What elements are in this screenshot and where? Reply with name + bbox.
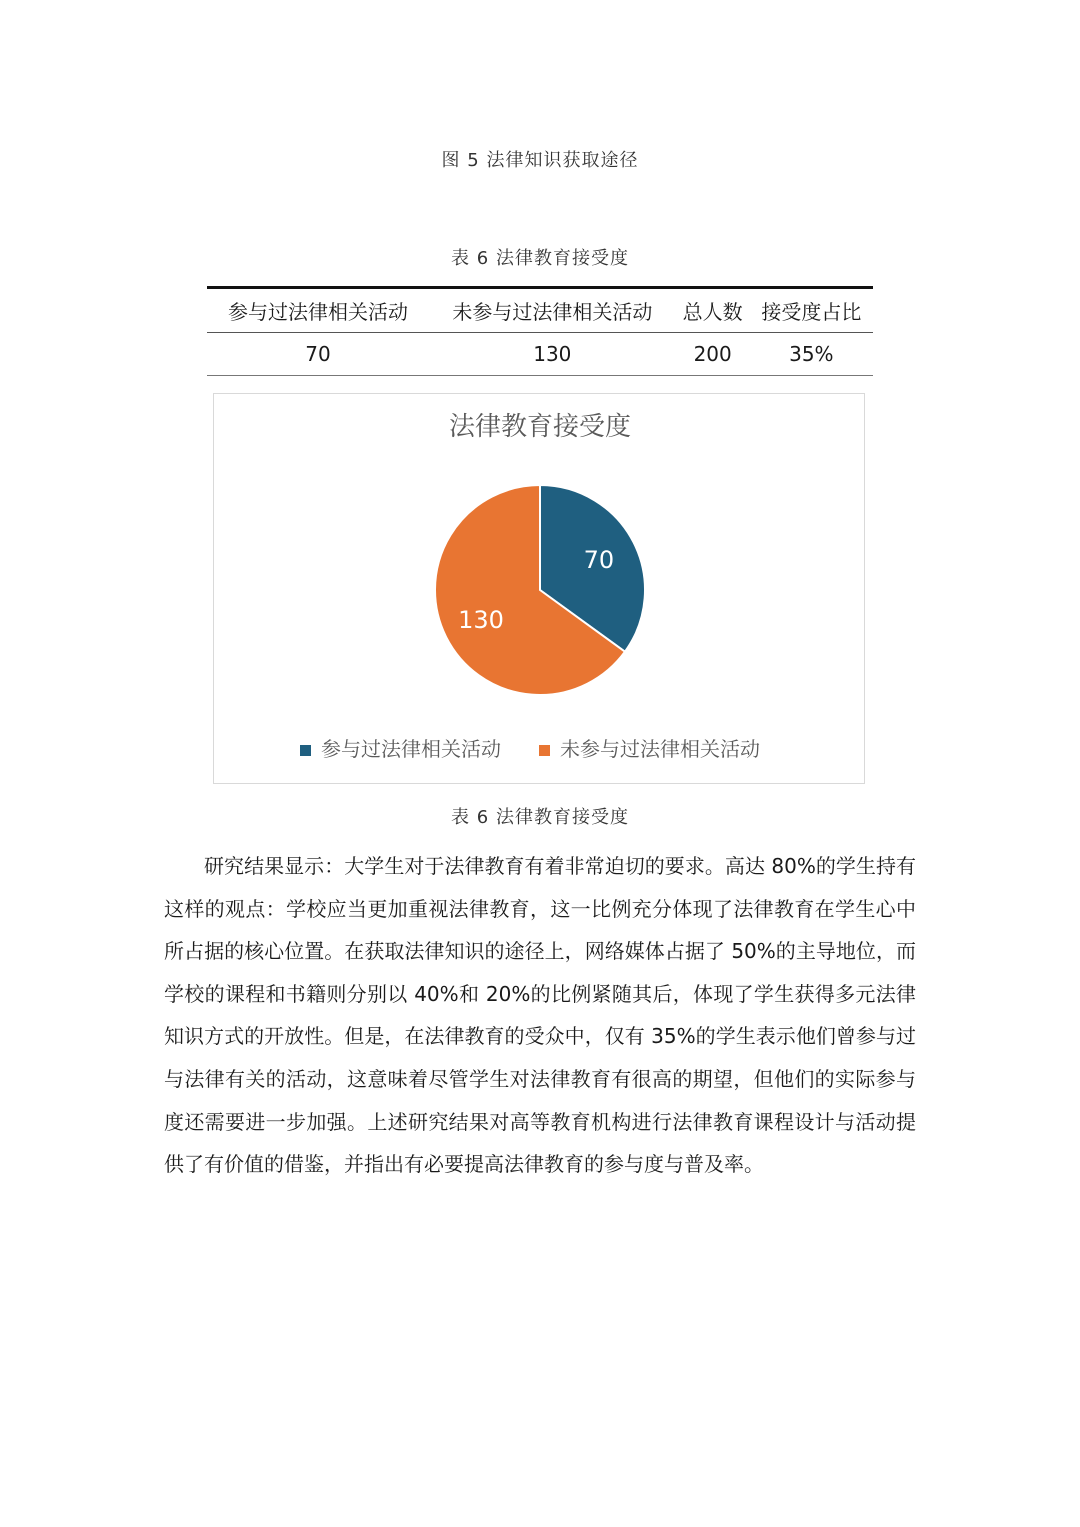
pie-chart-svg xyxy=(214,394,866,785)
cell-acceptance-rate: 35% xyxy=(789,342,834,366)
legend-label-2: 未参与过法律相关活动 xyxy=(560,737,760,761)
figure-5-caption: 图 5 法律知识获取途径 xyxy=(441,150,639,171)
header-participated: 参与过法律相关活动 xyxy=(228,300,408,324)
table-header-row xyxy=(207,288,873,333)
header-not-participated: 未参与过法律相关活动 xyxy=(452,300,653,324)
header-acceptance-rate: 接受度占比 xyxy=(761,300,862,324)
legend-label-1: 参与过法律相关活动 xyxy=(321,737,501,761)
table-row xyxy=(207,333,873,376)
chart-caption: 表 6 法律教育接受度 xyxy=(451,807,629,828)
chart-title: 法律教育接受度 xyxy=(448,412,632,442)
pie-data-label-2: 130 xyxy=(458,606,504,635)
pie-chart xyxy=(213,393,865,784)
legend-swatch-2 xyxy=(539,745,550,756)
cell-total: 200 xyxy=(693,342,732,366)
cell-participated: 70 xyxy=(305,342,331,366)
pie-data-label-1: 70 xyxy=(583,545,615,574)
body-paragraph: 研究结果显示：大学生对于法律教育有着非常迫切的要求。高达 80%的学生持有这样的观点：学校应当更加重视法律教育，这一比例充分体现了法律教育在学生心中所占据的核心位置。在获取法律知识的途径上，网络媒体占据了 50%的主导地位，而学校的课程和书籍则分别以 40%和 20%的比例紧随其后，体现了学生获得多元法律知识方式的开放性。但是，在法律教育的受众中，仅有 35%的学生表示他们曾参与过与法律有关的活动，这意味着尽管学生对法律教育有很高的期望，但他们的实际参与度还需要进一步加强。上述研究结果对高等教育机构进行法律教育课程设计与活动提供了有价值的借鉴，并指出有必要提高法律教育的参与度与普及率。 xyxy=(164,854,916,1177)
legend-swatch-1 xyxy=(300,745,311,756)
header-total: 总人数 xyxy=(682,300,743,324)
table-6-caption: 表 6 法律教育接受度 xyxy=(451,248,629,269)
cell-not-participated: 130 xyxy=(533,342,572,366)
acceptance-table xyxy=(207,286,873,376)
